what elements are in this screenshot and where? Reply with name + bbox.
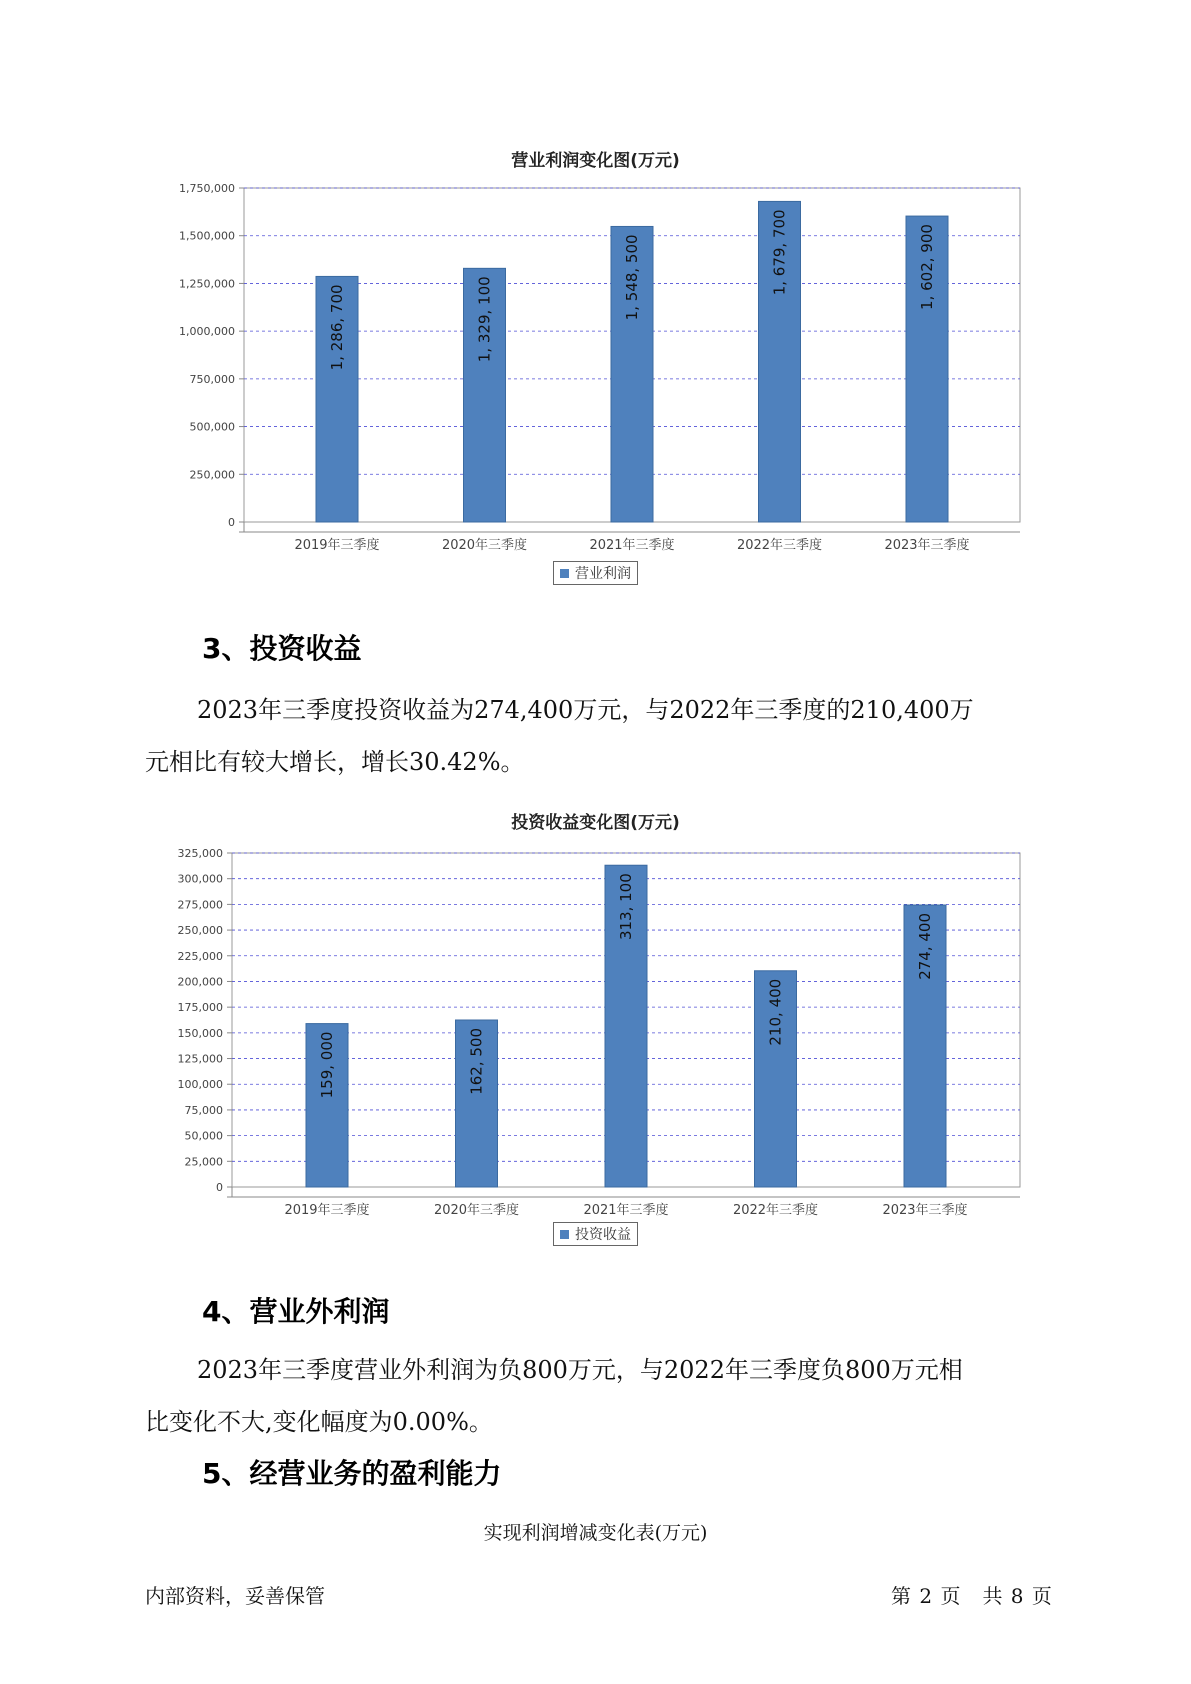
chart1-ytick-label: 500,000 bbox=[189, 420, 235, 434]
chart1-category-label: 2023年三季度 bbox=[884, 538, 970, 553]
chart2-ytick-label: 100,000 bbox=[177, 1078, 223, 1092]
chart1-value-label: 1, 286, 700 bbox=[328, 284, 346, 371]
chart2-category-label: 2023年三季度 bbox=[882, 1203, 968, 1218]
chart2-ytick-label: 300,000 bbox=[177, 872, 223, 886]
chart2-legend-label: 投资收益 bbox=[575, 1227, 631, 1243]
chart2-category-label: 2022年三季度 bbox=[732, 1203, 819, 1218]
chart2-value-label: 274, 400 bbox=[916, 913, 934, 980]
chart1-ytick-label: 1,500,000 bbox=[179, 229, 235, 243]
chart2-category-label: 2021年三季度 bbox=[583, 1203, 669, 1218]
chart1-category-label: 2020年三季度 bbox=[441, 538, 528, 553]
chart2-value-label: 210, 400 bbox=[766, 978, 785, 1046]
chart2-ytick-label: 0 bbox=[216, 1181, 223, 1194]
chart2-ytick-label: 50,000 bbox=[184, 1129, 223, 1143]
section-3-heading: 3、投资收益 bbox=[202, 632, 362, 665]
chart2-ytick-label: 150,000 bbox=[177, 1026, 223, 1040]
chart2-title: 投资收益变化图(万元) bbox=[511, 813, 680, 833]
chart2-category-label: 2020年三季度 bbox=[433, 1203, 520, 1218]
chart2-ytick-label: 250,000 bbox=[177, 924, 223, 938]
chart1-ytick-label: 1,000,000 bbox=[179, 325, 235, 339]
chart2-ytick-label: 275,000 bbox=[177, 898, 223, 912]
chart1-ytick-label: 750,000 bbox=[189, 372, 235, 386]
chart2-ytick-label: 325,000 bbox=[177, 847, 223, 860]
chart1-legend-label: 营业利润 bbox=[575, 566, 631, 582]
legend-swatch-icon bbox=[560, 1230, 569, 1239]
chart1-category-label: 2021年三季度 bbox=[589, 538, 675, 553]
chart2-ytick-label: 25,000 bbox=[184, 1155, 223, 1169]
chart1-ytick-label: 250,000 bbox=[189, 468, 235, 482]
chart2-ytick-label: 175,000 bbox=[177, 1001, 223, 1015]
chart2-value-label: 313, 100 bbox=[617, 873, 635, 941]
chart2-ytick-label: 125,000 bbox=[177, 1052, 223, 1066]
section-5-heading: 5、经营业务的盈利能力 bbox=[202, 1457, 502, 1490]
chart1-value-label: 1, 548, 500 bbox=[623, 234, 641, 321]
chart1-value-label: 1, 602, 900 bbox=[918, 224, 936, 310]
chart2-ytick-label: 225,000 bbox=[177, 949, 223, 963]
chart2-category-label: 2019年三季度 bbox=[284, 1203, 370, 1218]
chart2-ytick-label: 200,000 bbox=[177, 975, 223, 989]
section-4-line-1: 2023年三季度营业外利润为负800万元，与2022年三季度负800万元相 bbox=[197, 1356, 963, 1384]
chart1-title: 营业利润变化图(万元) bbox=[511, 151, 680, 171]
chart2-value-label: 159, 000 bbox=[318, 1031, 336, 1099]
chart1-category-label: 2022年三季度 bbox=[736, 538, 823, 553]
chart1-value-label: 1, 679, 700 bbox=[770, 209, 789, 296]
section-4-heading: 4、营业外利润 bbox=[202, 1295, 390, 1328]
chart1-ytick-label: 1,250,000 bbox=[179, 277, 235, 291]
section-3-line-1: 2023年三季度投资收益为274,400万元，与2022年三季度的210,400万 bbox=[197, 696, 974, 724]
footer-confidential: 内部资料，妥善保管 bbox=[145, 1584, 325, 1608]
section-4-paragraph bbox=[145, 1344, 1045, 1448]
chart2-value-label: 162, 500 bbox=[467, 1028, 486, 1095]
chart1-value-label: 1, 329, 100 bbox=[475, 276, 494, 363]
section-3-line-2: 元相比有较大增长，增长30.42%。 bbox=[145, 748, 525, 776]
chart1-ytick-label: 1,750,000 bbox=[179, 182, 235, 195]
chart1-ytick-label: 0 bbox=[228, 516, 235, 529]
footer-page-number: 第 2 页 共 8 页 bbox=[891, 1584, 1053, 1608]
chart2-ytick-label: 75,000 bbox=[184, 1103, 223, 1117]
section-4-line-2: 比变化不大,变化幅度为0.00%。 bbox=[145, 1408, 493, 1436]
table-caption: 实现利润增减变化表(万元) bbox=[483, 1522, 708, 1544]
chart2-legend bbox=[553, 1222, 638, 1246]
chart1-category-label: 2019年三季度 bbox=[294, 538, 380, 553]
